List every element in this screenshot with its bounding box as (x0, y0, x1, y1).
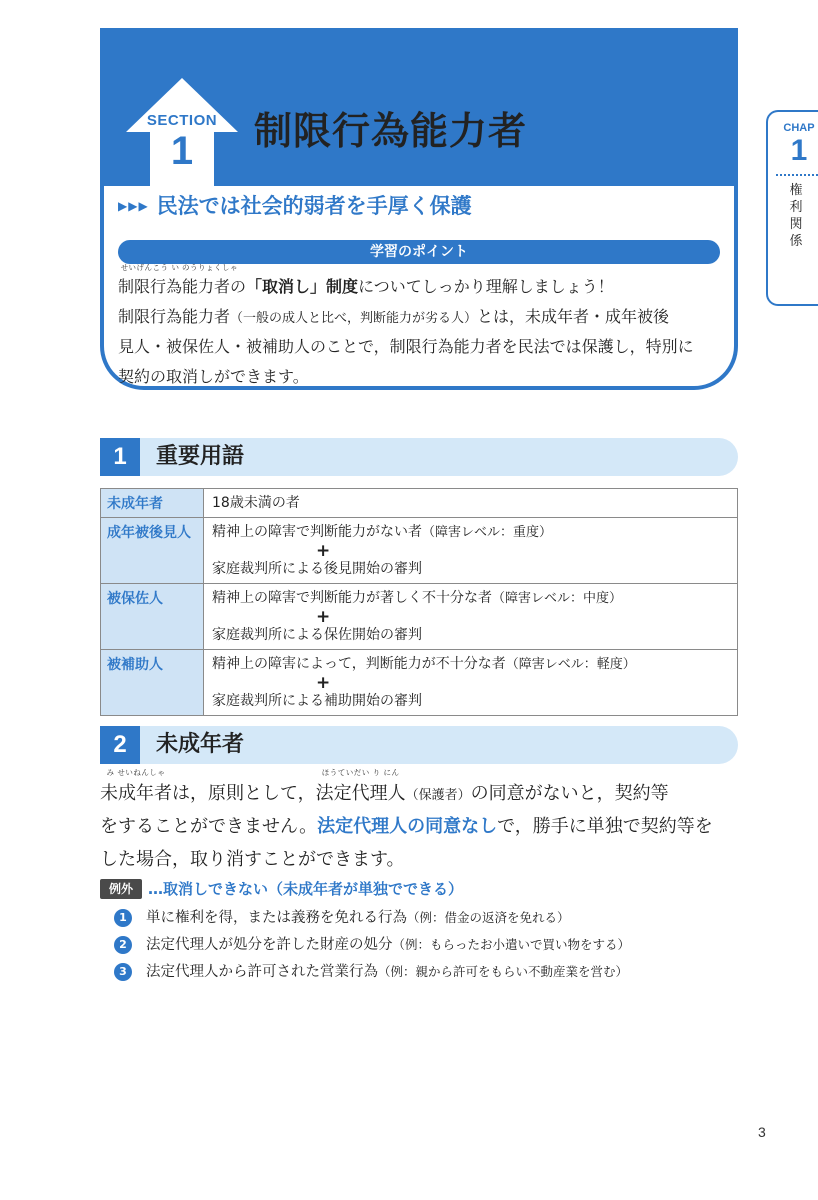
heading-number: 2 (100, 726, 140, 764)
chapter-name: 権 利 関 係 (789, 183, 803, 249)
subtitle-text: 民法では社会的弱者を手厚く保護 (156, 194, 472, 218)
circle-number-icon: 3 (114, 963, 132, 981)
chapter-number: 1 (790, 134, 808, 167)
section-header-box (100, 28, 738, 390)
point-line-4: 契約の取消しができます。 (118, 367, 309, 386)
heading-text: 重要用語 (156, 444, 245, 469)
list-item: 2 法定代理人が処分を許した財産の処分（例：もらったお小遣いで買い物をする） (114, 931, 734, 958)
term-name: 成年被後見人 (101, 518, 204, 584)
term-definition: 精神上の障害で判断能力がない者（障害レベル：重度） + 家庭裁判所による後見開始の審判 (204, 518, 738, 584)
term-name: 被補助人 (101, 650, 204, 716)
plus-icon: + (316, 673, 331, 693)
list-item: 3 法定代理人から許可された営業行為（例：親から許可をもらい不動産業を営む） (114, 958, 734, 985)
body-line-2: をすることができません。法定代理人の同意なしで，勝手に単独で契約等を (100, 816, 713, 837)
highlight-no-consent: 法定代理人の同意なし (317, 816, 498, 837)
ruby-nouryoku: のうりょくしゃ (182, 263, 239, 272)
term-name: 未成年者 (101, 489, 204, 518)
ruby-miseinensha: み せいねんしゃ (106, 768, 166, 777)
list-item: 1 単に権利を得，または義務を免れる行為（例：借金の返済を免れる） (114, 904, 734, 931)
term-definition: 精神上の障害で判断能力が著しく不十分な者（障害レベル：中度） + 家庭裁判所による保佐開始の審判 (204, 584, 738, 650)
terms-table (100, 488, 738, 716)
minors-body-text (100, 768, 740, 876)
heading-text: 未成年者 (156, 732, 245, 757)
table-row (101, 489, 738, 518)
plus-icon: + (316, 607, 331, 627)
exception-heading: …取消しできない（未成年者が単独でできる） (148, 880, 464, 898)
torikeshi-keyword: 「取消し」制度 (246, 277, 359, 296)
term-name: 被保佐人 (101, 584, 204, 650)
heading-important-terms (100, 438, 738, 476)
section-label: SECTION (146, 112, 218, 129)
learning-point-header: 学習のポイント (118, 240, 720, 264)
section-badge (124, 76, 240, 184)
body-line-1: み せいねんしゃ 未成年者は，原則として， ほうていだい り にん 法定代理人（保護者）の同意がないと，契約等 (100, 768, 669, 804)
learning-point-text (118, 263, 724, 390)
chapter-divider (776, 174, 818, 176)
triple-arrow-icon: ▶▶▶ (118, 199, 149, 213)
heading-minors (100, 726, 738, 764)
exception-block (100, 878, 740, 980)
circle-number-icon: 1 (114, 909, 132, 927)
term-definition: 18歳未満の者 (204, 489, 738, 518)
point-line-2: 制限行為能力者（一般の成人と比べ，判断能力が劣る人）とは，未成年者・成年被後 (118, 307, 670, 326)
ruby-houteidairinin: ほうていだい り にん (321, 768, 400, 777)
section-subtitle (118, 190, 472, 220)
exception-list (114, 904, 734, 985)
ruby-seigen: せいげんこう い (120, 263, 180, 272)
section-title: 制限行為能力者 (254, 109, 528, 153)
chapter-tab (766, 110, 818, 306)
page-number: 3 (758, 1124, 766, 1140)
circle-number-icon: 2 (114, 936, 132, 954)
table-row (101, 584, 738, 650)
point-line-1: せいげんこう い 制限行為 のうりょくしゃ 能力者の「取消し」制度についてしっかり理解しましょう！ (118, 263, 614, 296)
table-row (101, 650, 738, 716)
plus-icon: + (316, 541, 331, 561)
point-line-3: 見人・被保佐人・被補助人のことで，制限行為能力者を民法では保護し，特別に (118, 337, 694, 356)
table-row (101, 518, 738, 584)
exception-badge: 例外 (100, 879, 142, 899)
heading-number: 1 (100, 438, 140, 476)
chapter-label: CHAP (783, 122, 815, 134)
body-line-3: した場合，取り消すことができます。 (100, 849, 405, 870)
section-number: 1 (170, 129, 194, 173)
term-definition: 精神上の障害によって，判断能力が不十分な者（障害レベル：軽度） + 家庭裁判所による補助開始の審判 (204, 650, 738, 716)
